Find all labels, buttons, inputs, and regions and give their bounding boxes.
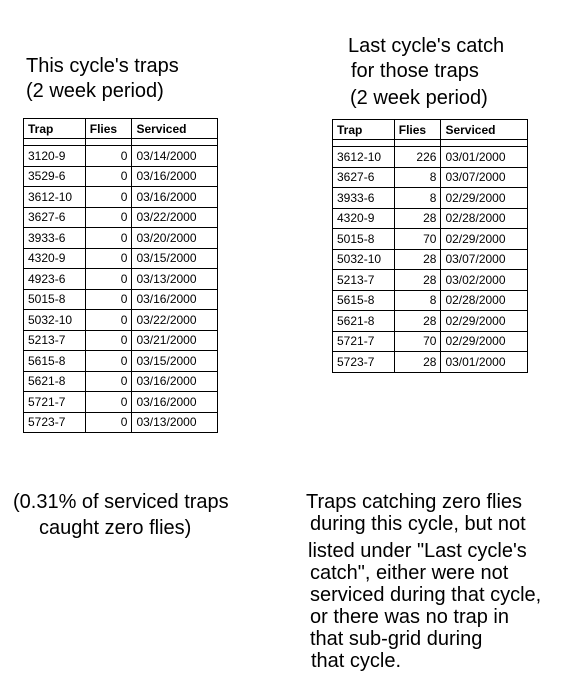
right-table-cell: 4320-9 [333,208,395,229]
table-row [24,166,218,187]
right-table-cell: 03/07/2000 [441,249,528,270]
right-table-cell: 8 [394,290,441,311]
left-table-cell: 03/16/2000 [132,166,218,187]
table-row [24,330,218,351]
right-note-line: catch", either were not [310,562,509,584]
table-row [333,331,528,352]
right-table-cell: 28 [394,311,441,332]
right-note-line: serviced during that cycle, [310,584,542,606]
left-table-cell: 3933-6 [24,228,86,249]
right-table-cell: 226 [394,147,441,168]
right-table-spacer-cell [394,140,441,147]
right-table-header-row [333,120,528,140]
left-table-cell: 5032-10 [24,310,86,331]
table-row [24,289,218,310]
right-table-cell: 03/07/2000 [441,167,528,188]
right-table-cell: 03/01/2000 [441,147,528,168]
table-row [333,167,528,188]
left-table-cell: 03/16/2000 [132,371,218,392]
right-table-cell: 3933-6 [333,188,395,209]
right-note-line: listed under "Last cycle's [308,540,527,562]
left-table-header-cell: Flies [85,119,132,139]
left-table-cell: 5615-8 [24,351,86,372]
left-table-cell: 03/22/2000 [132,310,218,331]
left-table-spacer-cell [24,139,86,146]
right-heading-line2: for those traps [351,60,479,82]
right-table-cell: 28 [394,249,441,270]
left-footnote-line2: caught zero flies) [39,517,192,539]
left-table-cell: 3120-9 [24,146,86,167]
right-table-cell: 03/02/2000 [441,270,528,291]
left-table-cell: 5015-8 [24,289,86,310]
left-table-header-row [24,119,218,139]
right-table-cell: 02/28/2000 [441,208,528,229]
right-table-cell: 3627-6 [333,167,395,188]
right-table-cell: 02/29/2000 [441,188,528,209]
left-table-cell: 03/21/2000 [132,330,218,351]
table-row [24,146,218,167]
left-table-cell: 4923-6 [24,269,86,290]
left-heading-line1: This cycle's traps [26,55,179,77]
right-table-spacer-cell [441,140,528,147]
right-table-cell: 8 [394,188,441,209]
left-table-spacer-cell [85,139,132,146]
right-table-cell: 5723-7 [333,352,395,373]
right-table-cell: 28 [394,270,441,291]
left-table-cell: 0 [85,330,132,351]
right-table-cell: 02/29/2000 [441,229,528,250]
table-row [24,269,218,290]
table-row [24,392,218,413]
table-row [333,311,528,332]
left-table-cell: 4320-9 [24,248,86,269]
right-table-cell: 8 [394,167,441,188]
right-note-line: that cycle. [311,650,402,672]
right-table-cell: 70 [394,229,441,250]
left-table-cell: 03/16/2000 [132,289,218,310]
right-table-cell: 02/29/2000 [441,331,528,352]
right-heading-line3: (2 week period) [350,87,488,109]
left-table-cell: 0 [85,310,132,331]
right-note-line: or there was no trap in [310,606,509,628]
left-table-cell: 03/13/2000 [132,412,218,433]
table-row [333,352,528,373]
table-row [333,147,528,168]
left-table-cell: 03/14/2000 [132,146,218,167]
table-row [24,412,218,433]
table-row [333,229,528,250]
right-table-cell: 5015-8 [333,229,395,250]
left-table-header-cell: Trap [24,119,86,139]
right-table-cell: 3612-10 [333,147,395,168]
right-note-line: that sub-grid during [310,628,483,650]
left-table-cell: 0 [85,187,132,208]
table-row [333,290,528,311]
right-table-cell: 5721-7 [333,331,395,352]
table-row [24,351,218,372]
table-row [333,208,528,229]
left-table-cell: 03/22/2000 [132,207,218,228]
right-table-spacer-row [333,140,528,147]
table-row [24,187,218,208]
right-heading-line1: Last cycle's catch [348,35,505,57]
left-table-cell: 0 [85,207,132,228]
left-table-cell: 0 [85,269,132,290]
left-table-cell: 0 [85,248,132,269]
left-traps-table [23,118,218,433]
table-row [333,188,528,209]
left-table-header-cell: Serviced [132,119,218,139]
left-table-cell: 0 [85,392,132,413]
left-table-cell: 3627-6 [24,207,86,228]
right-table-cell: 5213-7 [333,270,395,291]
left-table-cell: 0 [85,228,132,249]
left-table-cell: 03/15/2000 [132,248,218,269]
right-table-header-cell: Flies [394,120,441,140]
right-table-cell: 02/29/2000 [441,311,528,332]
right-note-line: during this cycle, but not [310,513,526,535]
left-table-cell: 0 [85,146,132,167]
left-table-cell: 03/16/2000 [132,392,218,413]
left-table-cell: 3612-10 [24,187,86,208]
left-table-cell: 3529-6 [24,166,86,187]
table-row [24,248,218,269]
left-table-cell: 5723-7 [24,412,86,433]
table-row [24,207,218,228]
right-table-cell: 28 [394,352,441,373]
right-table-header-cell: Trap [333,120,395,140]
table-row [24,371,218,392]
right-table-cell: 5615-8 [333,290,395,311]
right-table-cell: 28 [394,208,441,229]
left-table-cell: 5213-7 [24,330,86,351]
left-table-cell: 03/13/2000 [132,269,218,290]
right-table-cell: 02/28/2000 [441,290,528,311]
right-table-cell: 70 [394,331,441,352]
left-table-cell: 5721-7 [24,392,86,413]
left-table-cell: 0 [85,166,132,187]
left-table-cell: 0 [85,289,132,310]
left-table-cell: 03/20/2000 [132,228,218,249]
left-footnote-line1: (0.31% of serviced traps [13,491,229,513]
left-table-cell: 0 [85,412,132,433]
right-table-cell: 5032-10 [333,249,395,270]
right-table-spacer-cell [333,140,395,147]
table-row [333,249,528,270]
right-table-cell: 5621-8 [333,311,395,332]
left-table-spacer-row [24,139,218,146]
left-table-cell: 03/15/2000 [132,351,218,372]
left-heading-line2: (2 week period) [26,80,164,102]
left-table-cell: 0 [85,371,132,392]
left-table-cell: 03/16/2000 [132,187,218,208]
table-row [24,228,218,249]
left-table-spacer-cell [132,139,218,146]
right-table-header-cell: Serviced [441,120,528,140]
right-note-line: Traps catching zero flies [306,491,523,513]
right-table-cell: 03/01/2000 [441,352,528,373]
table-row [24,310,218,331]
table-row [333,270,528,291]
right-catch-table [332,119,528,373]
left-table-cell: 5621-8 [24,371,86,392]
left-table-cell: 0 [85,351,132,372]
